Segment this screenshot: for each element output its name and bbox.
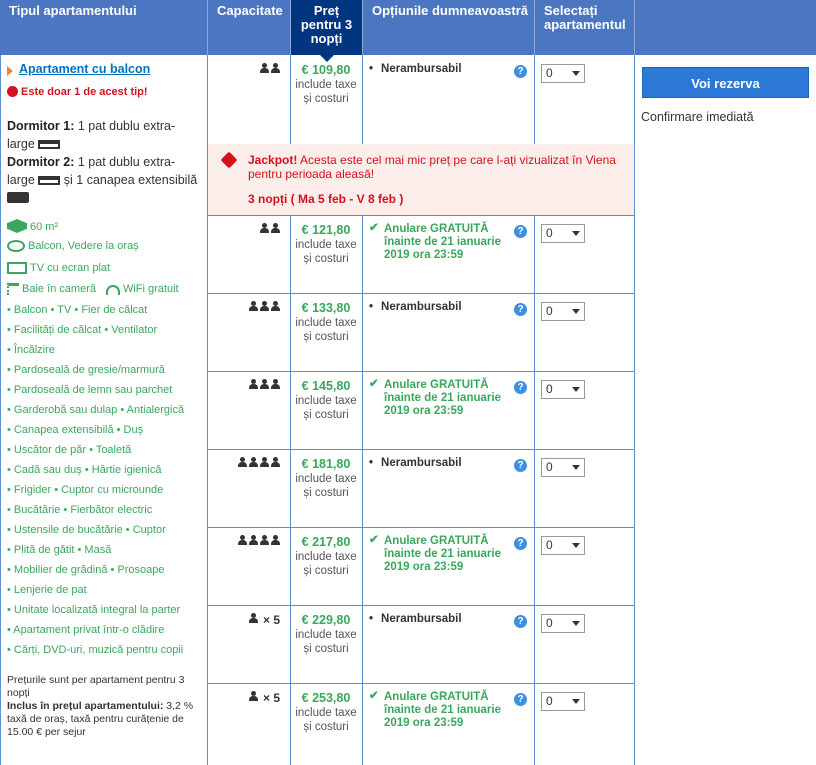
wifi-text: WiFi gratuit <box>122 283 179 295</box>
sofa-bed-icon <box>7 192 29 203</box>
check-icon: ✔ <box>369 690 379 702</box>
facility-item: • Uscător de păr • Toaletă <box>7 444 132 456</box>
price-subtext: include taxe și costuri <box>295 317 357 343</box>
facility-item: • Pardoseală de gresie/marmură <box>7 364 165 376</box>
option-text: Nerambursabil <box>381 63 462 75</box>
price-cell <box>290 223 362 266</box>
facility-item: • Lenjerie de pat <box>7 584 87 596</box>
check-icon: ✔ <box>369 222 379 234</box>
non-refundable-option <box>369 613 509 626</box>
select-value: 0 <box>546 538 553 552</box>
price-subtext: include taxe și costuri <box>295 473 357 499</box>
wifi-icon <box>106 285 120 295</box>
price-cell <box>290 301 362 344</box>
room-quantity-select[interactable] <box>541 224 585 243</box>
select-value: 0 <box>546 66 553 80</box>
price-cell <box>290 457 362 500</box>
option-text: Nerambursabil <box>381 457 462 469</box>
facility-item: • Cărți, DVD-uri, muzică pentru copii <box>7 644 184 656</box>
person-icon <box>271 457 280 468</box>
bedroom-2-text-extra: și 1 canapea extensibilă <box>63 173 198 187</box>
person-icon <box>271 379 280 390</box>
capacity-cell <box>210 457 280 471</box>
check-icon: ✔ <box>369 378 379 390</box>
chevron-down-icon <box>572 231 580 236</box>
person-icon <box>260 63 269 74</box>
price-subtext: include taxe și costuri <box>295 707 357 733</box>
feature-view <box>7 240 139 252</box>
person-icon <box>260 223 269 234</box>
chevron-down-icon <box>572 387 580 392</box>
question-circle-icon[interactable]: ? <box>514 459 527 472</box>
room-quantity-select[interactable] <box>541 614 585 633</box>
double-bed-icon <box>38 140 60 149</box>
expand-arrow-icon <box>7 66 13 76</box>
price-amount: € 229,80 <box>301 613 351 627</box>
price-subtext: include taxe și costuri <box>295 239 357 265</box>
option-text: Nerambursabil <box>381 613 462 625</box>
non-refundable-option <box>369 301 509 314</box>
person-icon <box>238 457 247 468</box>
facility-item: • Plită de gătit • Masă <box>7 544 112 556</box>
option-text: Anulare GRATUITĂ înainte de 21 ianuarie 2019 ora 23:59 <box>384 379 501 417</box>
room-quantity-select[interactable] <box>541 692 585 711</box>
price-subtext: include taxe și costuri <box>295 551 357 577</box>
jackpot-text <box>248 153 628 181</box>
person-icon <box>249 457 258 468</box>
bedroom-2-text: 1 pat dublu extra-large <box>7 155 176 187</box>
double-bed-icon <box>38 176 60 185</box>
bedroom-1-text: 1 pat dublu extra-large <box>7 119 176 151</box>
option-text: Nerambursabil <box>381 301 462 313</box>
option-text: Anulare GRATUITĂ înainte de 21 ianuarie 2019 ora 23:59 <box>384 535 501 573</box>
shower-text: Baie în cameră <box>22 283 96 295</box>
eye-icon <box>7 240 25 252</box>
room-quantity-select[interactable] <box>541 380 585 399</box>
chevron-down-icon <box>572 309 580 314</box>
select-value: 0 <box>546 226 553 240</box>
col-header-price: Preț pentru 3 nopți <box>291 0 363 55</box>
facility-item: • Bucătărie • Fierbător electric <box>7 504 153 516</box>
select-value: 0 <box>546 304 553 318</box>
question-circle-icon[interactable]: ? <box>514 381 527 394</box>
facility-item: • Canapea extensibilă • Duș <box>7 424 144 436</box>
select-value: 0 <box>546 694 553 708</box>
chevron-down-icon <box>572 699 580 704</box>
price-subtext: include taxe și costuri <box>295 395 357 421</box>
select-value: 0 <box>546 460 553 474</box>
facility-item: • Încălzire <box>7 344 55 356</box>
col-header-capacity: Capacitate <box>208 0 291 55</box>
facility-item: • Unitate localizată integral la parter <box>7 604 181 616</box>
facility-item: • Frigider • Cuptor cu microunde <box>7 484 164 496</box>
room-quantity-select[interactable] <box>541 64 585 83</box>
free-cancellation-option <box>369 222 509 262</box>
availability-text: Este doar 1 de acest tip! <box>21 86 148 98</box>
person-icon <box>260 535 269 546</box>
room-quantity-select[interactable] <box>541 302 585 321</box>
price-cell <box>290 691 362 734</box>
shower-icon <box>7 283 19 295</box>
chevron-down-icon <box>572 543 580 548</box>
bed-config <box>7 117 202 207</box>
facility-item: • Facilități de călcat • Ventilator <box>7 324 158 336</box>
capacity-cell <box>210 301 280 315</box>
feature-shower <box>7 283 179 295</box>
non-refundable-option <box>369 457 509 470</box>
question-circle-icon[interactable]: ? <box>514 693 527 706</box>
note-included-label: Inclus în prețul apartamentului: <box>7 700 164 712</box>
select-value: 0 <box>546 382 553 396</box>
question-circle-icon[interactable]: ? <box>514 225 527 238</box>
price-subtext: include taxe și costuri <box>295 629 357 655</box>
tv-icon <box>7 262 27 274</box>
facility-item: • Garderobă sau dulap • Antialergică <box>7 404 185 416</box>
person-icon <box>271 535 280 546</box>
price-cell <box>290 63 362 106</box>
confirmation-text: Confirmare imediată <box>641 110 754 124</box>
question-circle-icon[interactable]: ? <box>514 615 527 628</box>
free-cancellation-option <box>369 534 509 574</box>
note-included-text: 3,2 % taxă de oraș, taxă pentru curățenie de 15.00 € per sejur <box>7 700 194 738</box>
jackpot-nights: 3 nopți ( Ma 5 feb - V 8 feb ) <box>248 192 404 206</box>
select-value: 0 <box>546 616 553 630</box>
capacity-multiplier: × 5 <box>262 613 280 627</box>
facility-item: • Pardoseală de lemn sau parchet <box>7 384 173 396</box>
facility-item: • Cadă sau duș • Hârtie igienică <box>7 464 162 476</box>
capacity-cell <box>210 613 280 627</box>
free-cancellation-option <box>369 690 509 730</box>
person-icon <box>271 223 280 234</box>
chevron-down-icon <box>572 465 580 470</box>
jackpot-banner <box>208 144 634 215</box>
reserve-button[interactable]: Voi rezerva <box>642 67 809 98</box>
jackpot-message: Acesta este cel mai mic preț pe care l-ați vizualizat în Viena pentru perioada aleasă! <box>248 153 616 181</box>
capacity-cell <box>210 379 280 393</box>
price-amount: € 253,80 <box>301 691 351 705</box>
facilities-list <box>7 300 184 660</box>
person-icon <box>249 535 258 546</box>
capacity-cell <box>210 63 280 77</box>
feature-size <box>7 219 58 233</box>
jackpot-title: Jackpot! <box>248 153 298 167</box>
facility-item: • Mobilier de grădină • Prosoape <box>7 564 165 576</box>
col-header-options: Opțiunile dumneavoastră <box>363 0 535 55</box>
note-prices: Prețurile sunt per apartament pentru 3 nopți <box>7 674 185 699</box>
capacity-cell <box>210 535 280 549</box>
question-circle-icon[interactable]: ? <box>514 65 527 78</box>
person-icon <box>260 379 269 390</box>
view-text: Balcon, Vedere la oraș <box>28 240 139 252</box>
col-header-select: Selectați apartamentul <box>535 0 635 55</box>
tv-text: TV cu ecran plat <box>30 262 111 274</box>
tag-icon <box>221 152 238 169</box>
table-header <box>0 0 816 55</box>
feature-tv <box>7 262 110 274</box>
person-icon <box>238 535 247 546</box>
price-amount: € 145,80 <box>301 379 351 393</box>
person-icon <box>271 301 280 312</box>
chevron-down-icon <box>572 621 580 626</box>
room-quantity-select[interactable] <box>541 536 585 555</box>
price-amount: € 217,80 <box>301 535 351 549</box>
non-refundable-option <box>369 63 509 76</box>
capacity-cell <box>210 691 280 705</box>
price-amount: € 121,80 <box>301 223 351 237</box>
price-cell <box>290 535 362 578</box>
apartment-name-link[interactable]: Apartament cu balcon <box>19 62 151 76</box>
bedroom-1-label: Dormitor 1: <box>7 119 75 133</box>
room-quantity-select[interactable] <box>541 458 585 477</box>
person-icon <box>260 457 269 468</box>
price-cell <box>290 613 362 656</box>
size-text: 60 m² <box>30 221 59 233</box>
facility-item: • Ustensile de bucătărie • Cuptor <box>7 524 166 536</box>
check-icon: ✔ <box>369 534 379 546</box>
question-circle-icon[interactable]: ? <box>514 303 527 316</box>
availability-warning <box>7 86 148 98</box>
facility-item: • Apartament privat într-o clădire <box>7 624 165 636</box>
chevron-down-icon <box>572 71 580 76</box>
option-text: Anulare GRATUITĂ înainte de 21 ianuarie 2019 ora 23:59 <box>384 223 501 261</box>
option-text: Anulare GRATUITĂ înainte de 21 ianuarie 2019 ora 23:59 <box>384 691 501 729</box>
price-cell <box>290 379 362 422</box>
col-header-type: Tipul apartamentului <box>0 0 208 55</box>
question-circle-icon[interactable]: ? <box>514 537 527 550</box>
person-icon <box>271 63 280 74</box>
price-amount: € 109,80 <box>301 63 351 77</box>
person-icon <box>249 301 258 312</box>
price-note <box>7 674 205 739</box>
price-amount: € 133,80 <box>301 301 351 315</box>
price-amount: € 181,80 <box>301 457 351 471</box>
person-icon <box>249 379 258 390</box>
person-icon <box>260 301 269 312</box>
free-cancellation-option <box>369 378 509 418</box>
size-icon <box>7 219 27 233</box>
person-icon <box>249 613 258 624</box>
capacity-cell <box>210 223 280 237</box>
person-icon <box>249 691 258 702</box>
facility-item: • Balcon • TV • Fier de călcat <box>7 304 148 316</box>
price-subtext: include taxe și costuri <box>295 79 357 105</box>
bedroom-2-label: Dormitor 2: <box>7 155 75 169</box>
capacity-multiplier: × 5 <box>262 691 280 705</box>
alert-dot-icon <box>7 86 18 97</box>
